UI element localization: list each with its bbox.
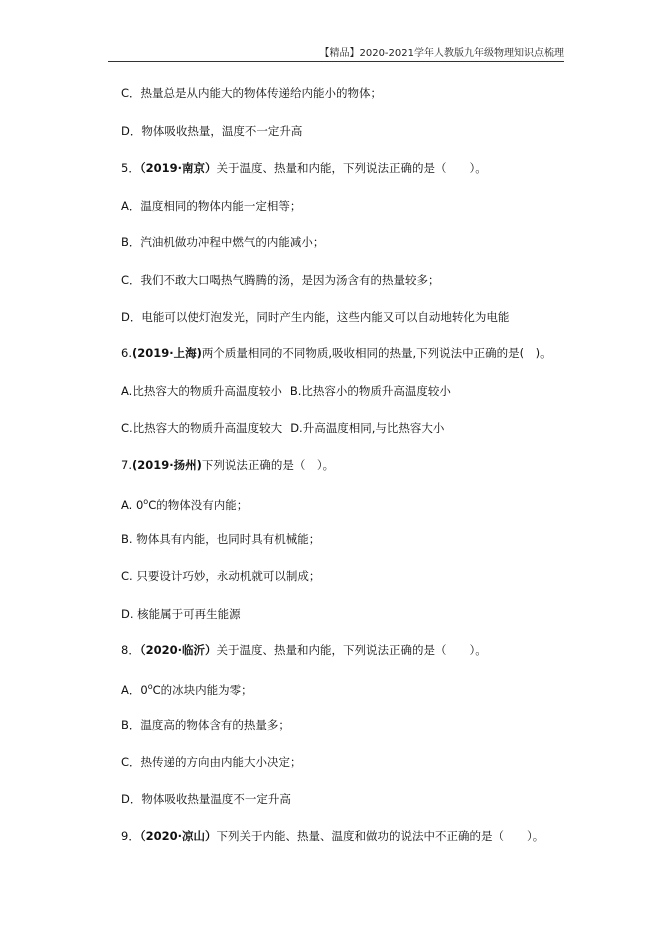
question-source: （2020·凉山） xyxy=(139,829,217,843)
q7-option-a xyxy=(121,495,248,512)
degree-symbol: o xyxy=(143,497,149,506)
q5-option-c: C．我们不敢大口喝热气腾腾的汤，是因为汤含有的热量较多； xyxy=(121,273,440,287)
q7-option-c: C. 只要设计巧妙，永动机就可以制成； xyxy=(121,569,321,583)
option-c-line: C．热量总是从内能大的物体传递给内能小的物体； xyxy=(121,86,383,100)
option-prefix: A. 0 xyxy=(121,498,144,512)
question-number: 9． xyxy=(121,829,140,843)
question-stem: 关于温度、热量和内能，下列说法正确的是（ ）。 xyxy=(216,161,487,175)
q6-options-row-1 xyxy=(121,384,451,398)
q6-options-row-2 xyxy=(121,421,444,435)
question-stem: 下列说法正确的是（ ）。 xyxy=(201,458,335,472)
option-prefix: A．0 xyxy=(121,683,148,697)
q8-option-a xyxy=(121,680,253,697)
question-stem: 关于温度、热量和内能，下列说法正确的是（ ）。 xyxy=(216,643,487,657)
q7-option-d: D. 核能属于可再生能源 xyxy=(121,607,241,621)
question-stem: 下列关于内能、热量、温度和做功的说法中不正确的是（ ）。 xyxy=(216,829,545,843)
q6-option-c: C.比热容大的物质升高温度较大 xyxy=(121,421,283,435)
degree-symbol: o xyxy=(147,682,153,691)
question-number: 8． xyxy=(121,643,140,657)
question-7 xyxy=(121,458,334,472)
question-source: （2019·南京） xyxy=(139,161,217,175)
q8-option-d: D．物体吸收热量温度不一定升高 xyxy=(121,792,291,806)
question-stem: 两个质量相同的不同物质,吸收相同的热量,下列说法中正确的是( )。 xyxy=(201,346,552,360)
q8-option-c: C．热传递的方向由内能大小决定； xyxy=(121,755,302,769)
option-text: C的冰块内能为零； xyxy=(152,683,253,697)
question-6 xyxy=(121,346,552,360)
question-number: 5． xyxy=(121,161,140,175)
q5-option-a: A．温度相同的物体内能一定相等； xyxy=(121,199,302,213)
page-header: 【精品】2020-2021学年人教版九年级物理知识点梳理 xyxy=(319,48,564,59)
question-source: （2020·临沂） xyxy=(139,643,217,657)
question-source: (2019·扬州) xyxy=(131,458,202,472)
question-number: 7. xyxy=(121,458,132,472)
q6-option-a: A.比热容大的物质升高温度较小 xyxy=(121,384,282,398)
question-5 xyxy=(121,161,487,175)
q6-option-d: D.升高温度相同,与比热容大小 xyxy=(290,421,445,435)
q5-option-b: B．汽油机做功冲程中燃气的内能减小； xyxy=(121,235,325,249)
q5-option-d: D．电能可以使灯泡发光，同时产生内能，这些内能又可以自动地转化为电能 xyxy=(121,310,510,324)
question-source: (2019·上海) xyxy=(131,346,202,360)
option-d-line: D．物体吸收热量，温度不一定升高 xyxy=(121,124,303,138)
question-8 xyxy=(121,643,487,657)
q8-option-b: B．温度高的物体含有的热量多； xyxy=(121,718,290,732)
question-number: 6. xyxy=(121,346,132,360)
question-9 xyxy=(121,829,544,843)
header-rule xyxy=(108,61,564,62)
q7-option-b: B. 物体具有内能，也同时具有机械能； xyxy=(121,532,321,546)
option-text: C的物体没有内能； xyxy=(148,498,249,512)
q6-option-b: B.比热容小的物质升高温度较小 xyxy=(289,384,451,398)
